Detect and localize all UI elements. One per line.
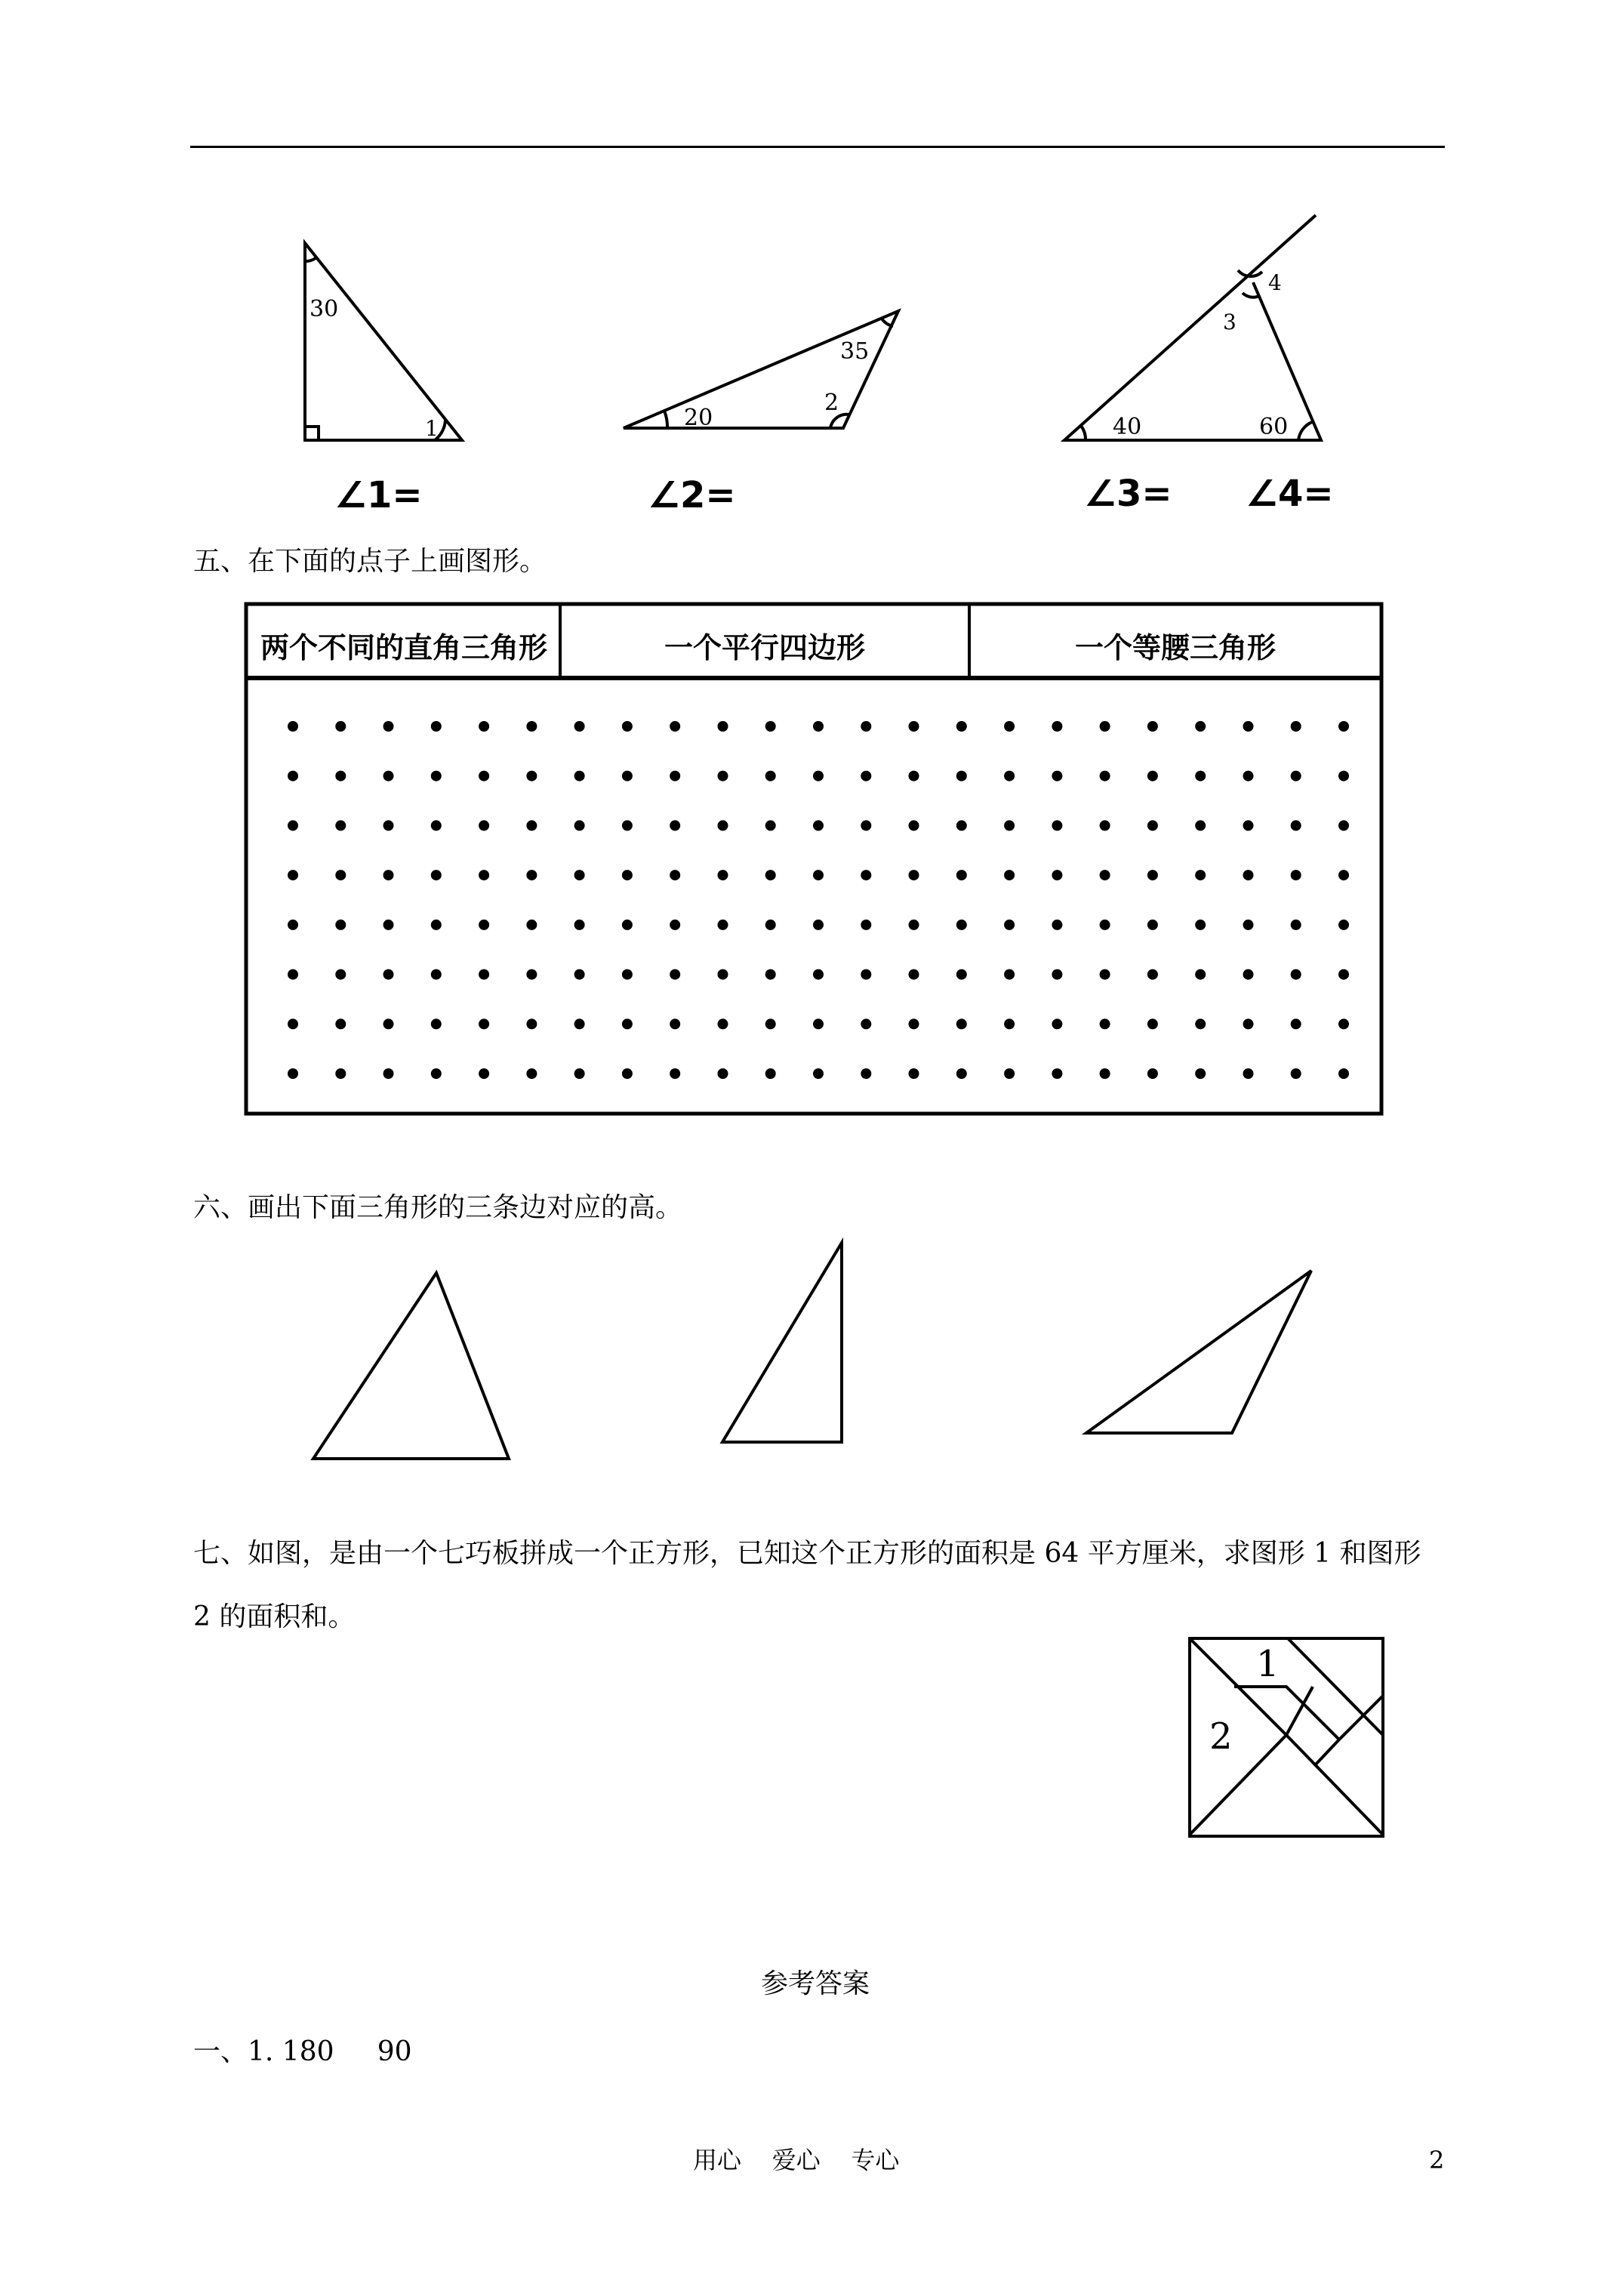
grid-dot[interactable] [1004, 870, 1015, 880]
grid-dot[interactable] [1195, 969, 1206, 980]
grid-dot[interactable] [526, 1019, 537, 1029]
grid-dot[interactable] [431, 820, 442, 831]
angle-label-2: 2 [824, 390, 839, 416]
grid-dot[interactable] [622, 920, 633, 930]
grid-dot[interactable] [526, 820, 537, 831]
dot-grid [288, 721, 1349, 1079]
grid-dot[interactable] [1100, 920, 1110, 930]
grid-dot[interactable] [1100, 1019, 1110, 1029]
grid-dot[interactable] [1338, 721, 1349, 732]
grid-dot[interactable] [574, 771, 585, 781]
grid-dot[interactable] [1195, 721, 1206, 732]
grid-dot[interactable] [479, 820, 489, 831]
grid-dot[interactable] [765, 1019, 776, 1029]
grid-dot[interactable] [765, 870, 776, 880]
section-7-text: 七、如图，是由一个七巧板拼成一个正方形，已知这个正方形的面积是 64 平方厘米，求图形 1 和图形 2 的面积和。 [193, 1538, 1421, 1632]
tangram-piece-2-label: 2 [1209, 1715, 1233, 1758]
grid-dot[interactable] [1243, 870, 1254, 880]
grid-dot[interactable] [526, 1068, 537, 1079]
grid-dot[interactable] [718, 969, 728, 980]
grid-dot[interactable] [383, 771, 394, 781]
grid-dot[interactable] [622, 969, 633, 980]
grid-dot[interactable] [288, 820, 298, 831]
grid-dot[interactable] [526, 721, 537, 732]
grid-dot[interactable] [479, 771, 489, 781]
grid-dot[interactable] [765, 920, 776, 930]
grid-dot[interactable] [1291, 820, 1301, 831]
angle-label-60: 60 [1259, 414, 1289, 440]
grid-dot[interactable] [383, 969, 394, 980]
grid-dot[interactable] [383, 820, 394, 831]
grid-dot[interactable] [956, 969, 967, 980]
grid-dot[interactable] [1195, 771, 1206, 781]
grid-dot[interactable] [288, 870, 298, 880]
grid-dot[interactable] [1052, 920, 1062, 930]
right-angle-mark [305, 427, 319, 440]
grid-dot[interactable] [765, 820, 776, 831]
grid-dot[interactable] [861, 1068, 871, 1079]
grid-dot[interactable] [335, 1019, 346, 1029]
grid-dot[interactable] [526, 771, 537, 781]
grid-dot[interactable] [1195, 920, 1206, 930]
grid-dot[interactable] [765, 1068, 776, 1079]
answer-angle-4[interactable]: ∠4= [1246, 473, 1334, 515]
section-5-title: 五、在下面的点子上画图形。 [193, 546, 547, 577]
grid-dot[interactable] [431, 1019, 442, 1029]
angle-label-35: 35 [840, 338, 870, 365]
grid-dot[interactable] [1147, 820, 1158, 831]
grid-dot[interactable] [1291, 721, 1301, 732]
grid-dot[interactable] [431, 969, 442, 980]
grid-dot[interactable] [1100, 771, 1110, 781]
grid-dot[interactable] [288, 1019, 298, 1029]
grid-dot[interactable] [1100, 1068, 1110, 1079]
grid-dot[interactable] [909, 771, 919, 781]
grid-dot[interactable] [1338, 820, 1349, 831]
grid-dot[interactable] [861, 1019, 871, 1029]
section-6-title: 六、画出下面三角形的三条边对应的高。 [193, 1192, 683, 1223]
triangle-b [722, 1243, 842, 1442]
grid-dot[interactable] [956, 1068, 967, 1079]
grid-dot[interactable] [288, 771, 298, 781]
grid-dot[interactable] [383, 870, 394, 880]
grid-dot[interactable] [479, 969, 489, 980]
grid-dot[interactable] [1291, 1068, 1301, 1079]
grid-dot[interactable] [288, 1068, 298, 1079]
grid-dot[interactable] [288, 969, 298, 980]
triangle-1 [305, 243, 462, 440]
grid-dot[interactable] [1243, 721, 1254, 732]
grid-dot[interactable] [431, 920, 442, 930]
grid-dot[interactable] [574, 820, 585, 831]
grid-dot[interactable] [479, 1068, 489, 1079]
footer-motto: 用心 爱心 专心 [693, 2146, 900, 2174]
grid-dot[interactable] [813, 771, 824, 781]
answer-angle-2[interactable]: ∠2= [648, 474, 736, 516]
grid-dot[interactable] [1052, 1019, 1062, 1029]
grid-dot[interactable] [861, 820, 871, 831]
answer-angle-1[interactable]: ∠1= [334, 474, 423, 516]
grid-dot[interactable] [1243, 820, 1254, 831]
grid-dot[interactable] [622, 1068, 633, 1079]
grid-dot[interactable] [574, 920, 585, 930]
grid-dot[interactable] [335, 771, 346, 781]
grid-dot[interactable] [670, 969, 680, 980]
angle-label-30: 30 [310, 296, 339, 322]
grid-dot[interactable] [718, 1019, 728, 1029]
grid-dot[interactable] [1147, 721, 1158, 732]
grid-dot[interactable] [1338, 1068, 1349, 1079]
grid-dot[interactable] [813, 1019, 824, 1029]
triangle-a [313, 1273, 509, 1459]
grid-dot[interactable] [670, 870, 680, 880]
answers-line-1: 一、1. 180 90 [193, 2036, 412, 2067]
angle-label-1: 1 [425, 416, 439, 441]
grid-dot[interactable] [335, 870, 346, 880]
grid-dot[interactable] [288, 721, 298, 732]
grid-dot[interactable] [1338, 969, 1349, 980]
header-parallelogram: 一个平行四边形 [664, 631, 865, 664]
grid-dot[interactable] [861, 771, 871, 781]
angle-triangles-figure [0, 0, 1623, 529]
answer-angle-3[interactable]: ∠3= [1084, 473, 1172, 515]
grid-dot[interactable] [1243, 969, 1254, 980]
grid-dot[interactable] [813, 721, 824, 732]
grid-dot[interactable] [431, 771, 442, 781]
grid-dot[interactable] [909, 870, 919, 880]
grid-dot[interactable] [335, 820, 346, 831]
grid-dot[interactable] [1195, 1068, 1206, 1079]
grid-dot[interactable] [861, 721, 871, 732]
angle-label-3: 3 [1223, 310, 1236, 334]
grid-dot[interactable] [909, 920, 919, 930]
grid-dot[interactable] [1243, 1068, 1254, 1079]
grid-dot[interactable] [1147, 1019, 1158, 1029]
grid-dot[interactable] [718, 820, 728, 831]
grid-dot[interactable] [718, 771, 728, 781]
grid-dot[interactable] [1004, 1068, 1015, 1079]
grid-dot[interactable] [622, 721, 633, 732]
grid-dot[interactable] [670, 820, 680, 831]
grid-dot[interactable] [574, 870, 585, 880]
grid-dot[interactable] [574, 1068, 585, 1079]
grid-dot[interactable] [909, 1019, 919, 1029]
grid-dot[interactable] [1100, 820, 1110, 831]
grid-dot[interactable] [813, 1068, 824, 1079]
grid-dot[interactable] [1100, 870, 1110, 880]
grid-dot[interactable] [670, 1019, 680, 1029]
grid-dot[interactable] [1052, 820, 1062, 831]
grid-dot[interactable] [1004, 771, 1015, 781]
grid-dot[interactable] [813, 920, 824, 930]
header-isosceles-triangle: 一个等腰三角形 [1074, 631, 1276, 664]
grid-dot[interactable] [1147, 969, 1158, 980]
grid-dot[interactable] [526, 920, 537, 930]
grid-dot[interactable] [956, 820, 967, 831]
grid-dot[interactable] [1052, 969, 1062, 980]
grid-dot[interactable] [1195, 1019, 1206, 1029]
grid-dot[interactable] [622, 820, 633, 831]
angle-label-4: 4 [1268, 270, 1282, 295]
grid-dot[interactable] [479, 870, 489, 880]
grid-dot[interactable] [574, 721, 585, 732]
grid-dot[interactable] [1243, 920, 1254, 930]
grid-dot[interactable] [670, 1068, 680, 1079]
grid-dot[interactable] [479, 721, 489, 732]
header-right-triangles: 两个不同的直角三角形 [260, 631, 547, 664]
grid-dot[interactable] [335, 969, 346, 980]
grid-dot[interactable] [526, 969, 537, 980]
grid-dot[interactable] [479, 920, 489, 930]
grid-dot[interactable] [765, 721, 776, 732]
grid-dot[interactable] [718, 721, 728, 732]
altitude-triangles-figure [0, 1231, 1623, 1472]
grid-dot[interactable] [1195, 870, 1206, 880]
grid-dot[interactable] [479, 1019, 489, 1029]
grid-dot[interactable] [1147, 920, 1158, 930]
grid-dot[interactable] [526, 870, 537, 880]
grid-dot[interactable] [670, 920, 680, 930]
grid-dot[interactable] [574, 969, 585, 980]
grid-dot[interactable] [1243, 771, 1254, 781]
grid-dot[interactable] [431, 1068, 442, 1079]
tangram-figure [1188, 1637, 1384, 1838]
grid-dot[interactable] [1052, 721, 1062, 732]
grid-dot[interactable] [1338, 1019, 1349, 1029]
tangram-piece-1-label: 1 [1256, 1643, 1280, 1685]
grid-dot[interactable] [1291, 870, 1301, 880]
grid-dot[interactable] [1195, 820, 1206, 831]
grid-dot[interactable] [765, 969, 776, 980]
grid-dot[interactable] [574, 1019, 585, 1029]
page-number: 2 [1429, 2146, 1445, 2174]
grid-dot[interactable] [813, 969, 824, 980]
grid-dot[interactable] [1004, 820, 1015, 831]
grid-dot[interactable] [1291, 771, 1301, 781]
grid-dot[interactable] [431, 870, 442, 880]
grid-dot[interactable] [956, 920, 967, 930]
grid-dot[interactable] [1291, 1019, 1301, 1029]
grid-dot[interactable] [765, 771, 776, 781]
grid-dot[interactable] [1338, 771, 1349, 781]
grid-dot[interactable] [288, 920, 298, 930]
triangle-2 [624, 311, 898, 428]
grid-dot[interactable] [383, 920, 394, 930]
grid-dot[interactable] [1291, 969, 1301, 980]
grid-dot[interactable] [956, 1019, 967, 1029]
grid-dot[interactable] [1004, 721, 1015, 732]
grid-dot[interactable] [956, 721, 967, 732]
grid-dot[interactable] [861, 870, 871, 880]
grid-dot[interactable] [1147, 771, 1158, 781]
grid-dot[interactable] [909, 721, 919, 732]
grid-dot[interactable] [1147, 870, 1158, 880]
grid-dot[interactable] [1052, 870, 1062, 880]
grid-dot[interactable] [1243, 1019, 1254, 1029]
table-border [246, 604, 1381, 1114]
triangle-c [1086, 1271, 1311, 1433]
grid-dot[interactable] [861, 969, 871, 980]
grid-dot[interactable] [718, 1068, 728, 1079]
grid-dot[interactable] [431, 721, 442, 732]
grid-dot[interactable] [956, 870, 967, 880]
grid-dot[interactable] [861, 920, 871, 930]
grid-dot[interactable] [718, 870, 728, 880]
grid-dot[interactable] [1100, 969, 1110, 980]
grid-dot[interactable] [1338, 870, 1349, 880]
grid-dot[interactable] [909, 969, 919, 980]
triangle-3 [1064, 215, 1321, 440]
grid-dot[interactable] [670, 771, 680, 781]
grid-dot[interactable] [383, 1068, 394, 1079]
grid-dot[interactable] [813, 870, 824, 880]
grid-dot[interactable] [335, 1068, 346, 1079]
grid-dot[interactable] [1100, 721, 1110, 732]
grid-dot[interactable] [622, 1019, 633, 1029]
grid-dot[interactable] [1004, 1019, 1015, 1029]
grid-dot[interactable] [670, 721, 680, 732]
grid-dot[interactable] [622, 870, 633, 880]
grid-dot[interactable] [1338, 920, 1349, 930]
grid-dot[interactable] [1004, 920, 1015, 930]
angle-label-40: 40 [1113, 414, 1142, 440]
grid-dot[interactable] [383, 1019, 394, 1029]
grid-dot[interactable] [956, 771, 967, 781]
grid-dot[interactable] [622, 771, 633, 781]
grid-dot[interactable] [909, 820, 919, 831]
grid-dot[interactable] [718, 920, 728, 930]
grid-dot[interactable] [813, 820, 824, 831]
grid-dot[interactable] [1052, 1068, 1062, 1079]
grid-dot[interactable] [335, 920, 346, 930]
grid-dot[interactable] [335, 721, 346, 732]
angle-label-20: 20 [684, 405, 713, 431]
grid-dot[interactable] [1291, 920, 1301, 930]
grid-dot[interactable] [1147, 1068, 1158, 1079]
grid-dot[interactable] [909, 1068, 919, 1079]
grid-dot[interactable] [383, 721, 394, 732]
grid-dot[interactable] [1004, 969, 1015, 980]
grid-dot[interactable] [1052, 771, 1062, 781]
answers-heading: 参考答案 [761, 1968, 870, 1999]
